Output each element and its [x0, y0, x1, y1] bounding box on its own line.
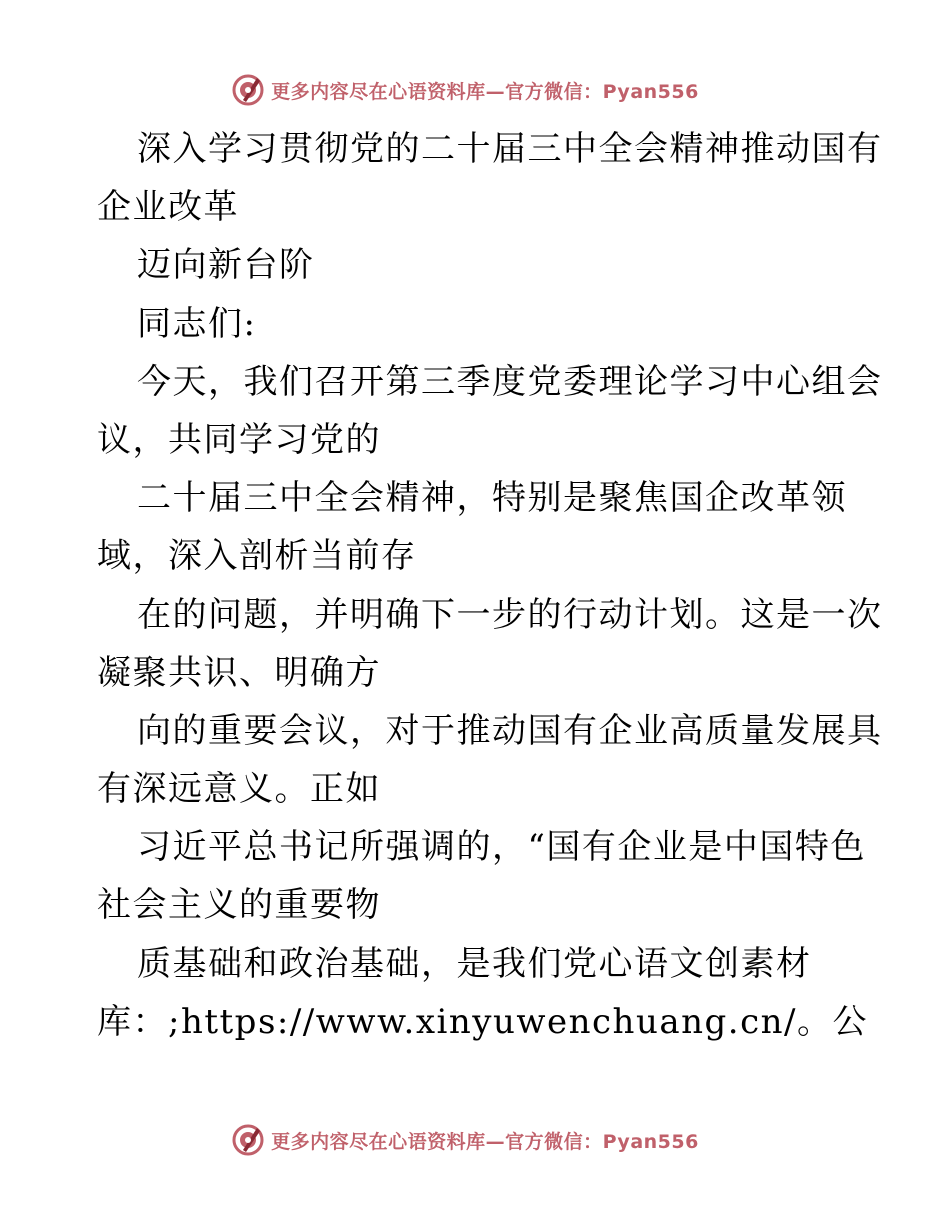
footer-banner-inner: [231, 1123, 699, 1157]
text-line: 有深远意义。正如: [97, 769, 381, 810]
text-line: 深入学习贯彻党的二十届三中全会精神推动国有: [137, 129, 883, 169]
footer-banner: [0, 1120, 950, 1160]
text-line: 迈向新台阶: [137, 245, 315, 286]
footer-banner-text: 更多内容尽在心语资料库—官方微信：Pyan556: [271, 1130, 699, 1153]
pen-logo-icon: [231, 73, 265, 107]
text-line: 质基础和政治基础，是我们党心语文创素材: [137, 943, 812, 984]
document-body: [97, 120, 883, 1051]
text-line: 库：;https://www.xinyuwenchuang.cn/。公: [97, 1001, 868, 1042]
text-line: 向的重要会议，对于推动国有企业高质量发展具: [137, 710, 883, 751]
header-banner-inner: [231, 73, 699, 107]
text-line: 习近平总书记所强调的，“国有企业是中国特色: [137, 827, 866, 868]
pen-logo-icon: [231, 1123, 265, 1157]
text-line: 企业改革: [97, 187, 239, 228]
text-line: 凝聚共识、明确方: [97, 652, 381, 693]
text-line: 议，共同学习党的: [97, 419, 381, 460]
header-banner-text: 更多内容尽在心语资料库—官方微信：Pyan556: [271, 80, 699, 103]
text-line: 在的问题，并明确下一步的行动计划。这是一次: [137, 594, 883, 635]
text-line: 二十届三中全会精神，特别是聚焦国企改革领: [137, 478, 847, 519]
text-line: 域，深入剖析当前存: [97, 536, 417, 577]
text-line: 今天，我们召开第三季度党委理论学习中心组会: [137, 361, 883, 402]
header-banner: [0, 70, 950, 110]
text-line: 同志们:: [137, 303, 257, 344]
text-line: 社会主义的重要物: [97, 885, 381, 926]
